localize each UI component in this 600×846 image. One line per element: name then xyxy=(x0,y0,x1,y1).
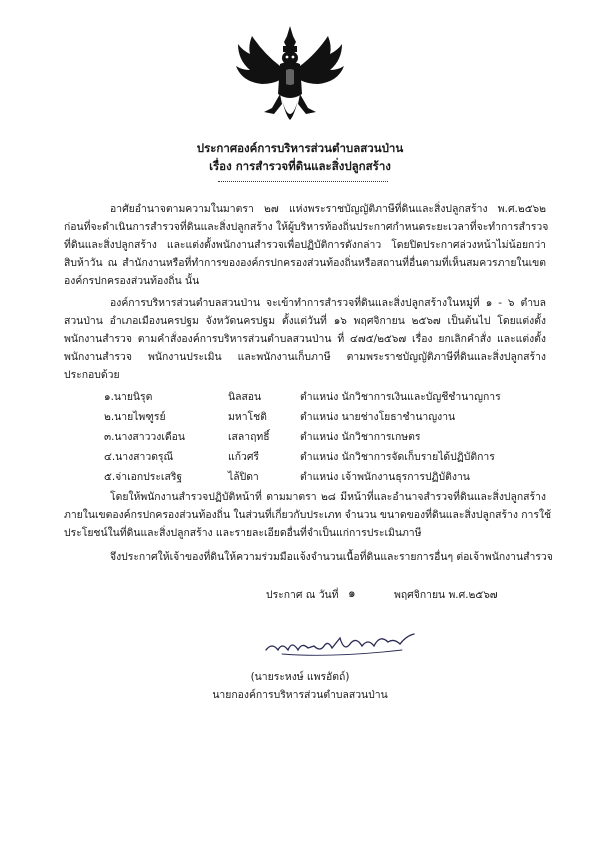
date-month-year: พฤศจิกายน พ.ศ.๒๕๖๗ xyxy=(394,589,498,601)
staff-position: ตำแหน่ง นักวิชาการเงินและบัญชีชำนาญการ xyxy=(300,391,501,403)
para3-line: ประโยชน์ในที่ดินและสิ่งปลูกสร้าง และรายละเอียดอื่นที่จำเป็นแก่การประเมินภาษี xyxy=(64,527,422,539)
para1-line: อาศัยอำนาจตามความในมาตรา ๒๗ แห่งพระราชบัญญัติภาษีที่ดินและสิ่งปลูกสร้าง พ.ศ.๒๕๖๒ xyxy=(110,203,546,215)
document-title: ประกาศองค์การบริหารส่วนตำบลสวนป่าน xyxy=(196,141,404,155)
para2-line: องค์การบริหารส่วนตำบลสวนป่าน จะเข้าทำการสำรวจที่ดินและสิ่งปลูกสร้างในหมู่ที่ ๑ - ๖ ตำบล xyxy=(110,297,546,309)
date-day: ๑ xyxy=(348,586,356,600)
staff-name: ๒.นายไพฑูรย์ xyxy=(104,411,166,423)
para1-line: องค์กรปกครองส่วนท้องถิ่น นั้น xyxy=(64,275,200,287)
para1-line: ก่อนที่จะดำเนินการสำรวจที่ดินและสิ่งปลูกสร้าง ให้ผู้บริหารท้องถิ่นประกาศกำหนดระยะเวลาที่จะทำการสำรวจ xyxy=(64,221,549,233)
staff-surname: แก้วศรี xyxy=(228,451,259,463)
para2-line: พนักงานสำรวจ พนักงานประเมิน และพนักงานเก็บภาษี ตามพระราชบัญญัติภาษีที่ดินและสิ่งปลูกสร้าง xyxy=(64,351,546,363)
staff-position: ตำแหน่ง นักวิชาการจัดเก็บรายได้ปฏิบัติการ xyxy=(300,451,495,463)
staff-surname: มหาโชติ xyxy=(228,411,267,423)
staff-name: ๔.นางสาวดรุณี xyxy=(104,451,174,463)
staff-name: ๑.นายนิรุต xyxy=(104,391,153,403)
para2-line: สวนป่าน อำเภอเมืองนครปฐม จังหวัดนครปฐม ตั้งแต่วันที่ ๑๖ พฤศจิกายน ๒๕๖๗ เป็นต้นไป โดยแต่งตั้ง xyxy=(64,315,546,327)
para3-line: โดยให้พนักงานสำรวจปฏิบัติหน้าที่ ตามมาตรา ๒๘ มีหน้าที่และอำนาจสำรวจที่ดินและสิ่งปลูกสร้าง xyxy=(110,491,546,503)
garuda-emblem xyxy=(234,24,346,130)
para2-line: ประกอบด้วย xyxy=(64,369,120,381)
para1-line: สิบห้าวัน ณ สำนักงานหรือที่ทำการขององค์กรปกครองส่วนท้องถิ่นหรือสถานที่อื่นตามที่เห็นสมควรภายในเขต xyxy=(64,257,546,269)
para3-line: ภายในเขตองค์กรปกครองส่วนท้องถิ่น ในส่วนที่เกี่ยวกับประเภท จำนวน ขนาดของที่ดินและสิ่งปลูกสร้าง การใช้ xyxy=(64,509,552,521)
staff-surname: นิลสอน xyxy=(228,391,262,403)
title-divider xyxy=(218,181,388,182)
signer-name: (นายระหงษ์ แพรอัตถ์) xyxy=(250,671,350,683)
date-prefix: ประกาศ ณ วันที่ xyxy=(266,589,339,601)
staff-position: ตำแหน่ง นายช่างโยธาชำนาญงาน xyxy=(300,411,456,423)
para4-line: จึงประกาศให้เจ้าของที่ดินให้ความร่วมมือแจ้งจำนวนเนื้อที่ดินและรายการอื่นๆ ต่อเจ้าพนักงานสำรวจ xyxy=(110,551,553,563)
staff-name: ๕.จ่าเอกประเสริฐ xyxy=(104,471,183,483)
staff-position: ตำแหน่ง เจ้าพนักงานธุรการปฏิบัติงาน xyxy=(300,471,470,483)
staff-surname: ไล้ปิดา xyxy=(228,471,259,483)
para2-line: พนักงานสำรวจ ตามคำสั่งองค์การบริหารส่วนตำบลสวนป่าน ที่ ๔๗๕/๒๕๖๗ เรื่อง ยกเลิกคำสั่ง และแต่งตั้ง xyxy=(64,333,546,345)
document-subject: เรื่อง การสำรวจที่ดินและสิ่งปลูกสร้าง xyxy=(209,159,391,173)
staff-name: ๓.นางสาววงเดือน xyxy=(104,431,185,443)
signer-title: นายกองค์การบริหารส่วนตำบลสวนป่าน xyxy=(212,689,388,701)
handwritten-signature xyxy=(262,628,422,662)
staff-surname: เสลาฤทธิ์ xyxy=(228,431,270,443)
staff-position: ตำแหน่ง นักวิชาการเกษตร xyxy=(300,431,421,443)
para1-line: ที่ดินและสิ่งปลูกสร้าง และแต่งตั้งพนักงานสำรวจเพื่อปฏิบัติการดังกล่าว โดยปิดประกาศล่วงหน้าไม่น้อยกว่า xyxy=(64,239,546,251)
